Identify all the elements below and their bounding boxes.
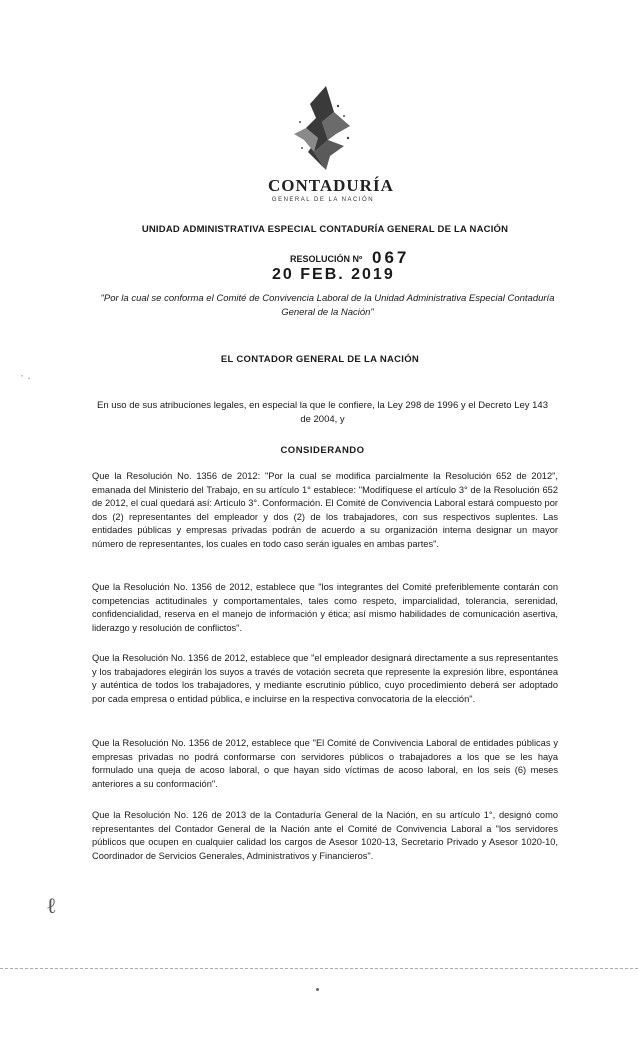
resolution-purpose: "Por la cual se conforma el Comité de Convivencia Laboral de la Unidad Administrativa Especial Contaduría General de la Nación" xyxy=(100,293,555,318)
issuing-authority: EL CONTADOR GENERAL DE LA NACIÓN xyxy=(220,354,420,365)
resolution-number: 067 xyxy=(372,248,410,267)
resolution-date-stamp: 20 FEB. 2019 xyxy=(272,266,395,283)
considering-paragraph: Que la Resolución No. 1356 de 2012, establece que "El Comité de Convivencia Laboral de entidades públicas y empresas privadas no podrá conformarse con servidores públicos o trabajadores a los que se les haya formulado una queja de acoso laboral, o que hayan sido víctimas de acoso laboral, en los seis (6) meses anteriores a su conformación". xyxy=(92,738,558,789)
scan-dot xyxy=(316,988,319,991)
logo-name: CONTADURÍA xyxy=(268,176,394,195)
resolution-label: RESOLUCIÓN Nº xyxy=(290,254,363,264)
handwritten-initial: ℓ xyxy=(46,894,57,919)
margin-scan-mark: · . xyxy=(20,368,31,382)
considering-paragraph: Que la Resolución No. 1356 de 2012: "Por la cual se modifica parcialmente la Resolución 652 de 2012", emanada del Ministerio del Trabajo, en su artículo 1° establece: "Modifíquese el artículo 3° de la Resolución 652 de 2012, el cual quedará así: Artículo 3°. Conformación. El Comité de Convivencia Laboral estará compuesto por dos (2) representantes del empleador y dos (2) de los trabajadores, con sus respectivos suplentes. Las entidades públicas y empresas privadas podrán de acuerdo a su organización interna designar un mayor número de representantes, los cuales en todo caso serán iguales en ambas partes". xyxy=(92,471,558,549)
legal-powers-statement: En uso de sus atribuciones legales, en especial la que le confiere, la Ley 298 de 1996 y el Decreto Ley 143 de 2004, y xyxy=(96,400,549,425)
considering-paragraph: Que la Resolución No. 1356 de 2012, establece que "el empleador designará directamente a sus representantes y los trabajadores elegirán los suyos a través de votación secreta que represente la expresión libre, espontánea y auténtica de todos los trabajadores, y mediante escrutinio público, cuyo procedimiento deberá ser adoptado por cada empresa o entidad pública, e incluirse en la respectiva convocatoria de la elección". xyxy=(92,653,558,704)
contaduria-emblem-icon xyxy=(288,82,358,174)
page-fold-line xyxy=(0,968,638,969)
institution-logo xyxy=(268,82,394,216)
considering-heading: CONSIDERANDO xyxy=(280,445,365,456)
considering-paragraph: Que la Resolución No. 1356 de 2012, establece que "los integrantes del Comité preferiblemente contarán con competencias actitudinales y comportamentales, tales como respeto, imparcialidad, tolerancia, serenidad, confidencialidad, reserva en el manejo de información y ética; así mismo habilidades de comunicación asertiva, liderazgo y resolución de conflictos". xyxy=(92,582,558,633)
considering-paragraph: Que la Resolución No. 126 de 2013 de la Contaduría General de la Nación, en su artículo 1°, designó como representantes del Contador General de la Nación ante el Comité de Convivencia Laboral a "los servidores públicos que ocupen en cualquier calidad los cargos de Asesor 1020-13, Secretario Privado y Asesor 1020-10, Coordinador de Servicios Generales, Administrativos y Financieros". xyxy=(92,810,558,861)
logo-subtitle: GENERAL DE LA NACIÓN xyxy=(271,197,375,203)
entity-heading: UNIDAD ADMINISTRATIVA ESPECIAL CONTADURÍA GENERAL DE LA NACIÓN xyxy=(141,224,509,235)
